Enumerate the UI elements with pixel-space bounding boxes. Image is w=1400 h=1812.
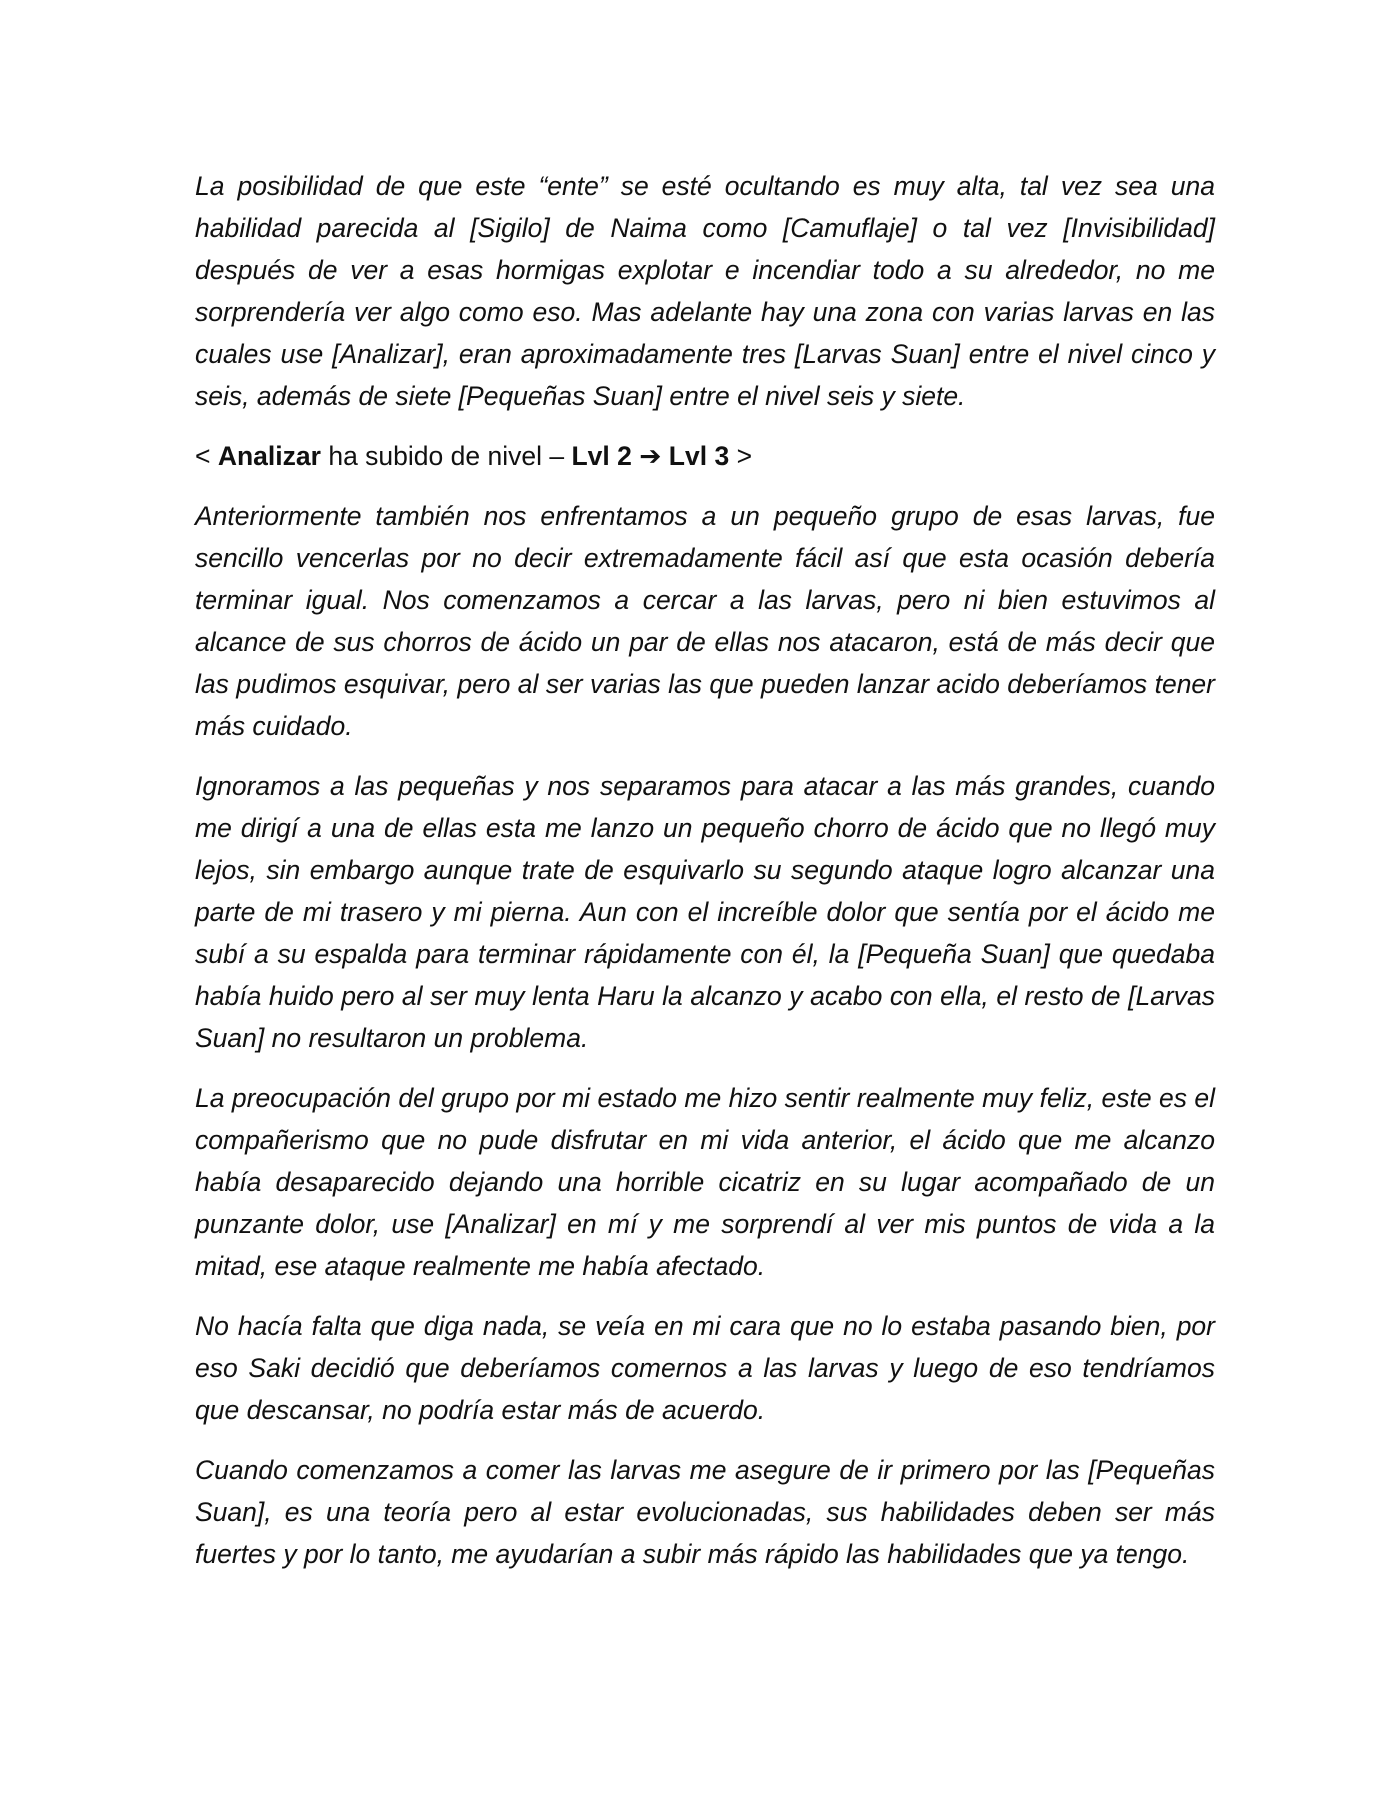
notice-message: ha subido de nivel – [328, 441, 565, 471]
arrow-right-icon: ➔ [639, 441, 662, 471]
notice-open-bracket: < [195, 441, 211, 471]
paragraph-1: La posibilidad de que este “ente” se esté ocultando es muy alta, tal vez sea una habilidad parecida al [Sigilo] de Naima como [Camuflaje] o tal vez [Invisibilidad] después de ver a esas hormigas explotar e incendiar todo a su alrededor, no me sorprendería ver algo como eso. Mas adelante hay una zona con varias larvas en las cuales use [Analizar], eran aproximadamente tres [Larvas Suan] entre el nivel cinco y seis, además de siete [Pequeñas Suan] entre el nivel seis y siete. [195, 171, 1215, 411]
document-body [195, 165, 1215, 1593]
paragraph-6: Cuando comenzamos a comer las larvas me asegure de ir primero por las [Pequeñas Suan], es una teoría pero al estar evolucionadas, sus habilidades deben ser más fuertes y por lo tanto, me ayudarían a subir más rápido las habilidades que ya tengo. [195, 1455, 1215, 1569]
notice-close-bracket: > [736, 441, 753, 471]
paragraph-2: Anteriormente también nos enfrentamos a un pequeño grupo de esas larvas, fue sencillo vencerlas por no decir extremadamente fácil así que esta ocasión debería terminar igual. Nos comenzamos a cercar a las larvas, pero ni bien estuvimos al alcance de sus chorros de ácido un par de ellas nos atacaron, está de más decir que las pudimos esquivar, pero al ser varias las que pueden lanzar acido deberíamos tener más cuidado. [195, 501, 1215, 741]
paragraph-5: No hacía falta que diga nada, se veía en mi cara que no lo estaba pasando bien, por eso Saki decidió que deberíamos comernos a las larvas y luego de eso tendríamos que descansar, no podría estar más de acuerdo. [195, 1311, 1215, 1425]
notice-from-level: Lvl 2 [571, 441, 632, 471]
skill-level-notice [195, 435, 1215, 477]
paragraph-4: La preocupación del grupo por mi estado me hizo sentir realmente muy feliz, este es el compañerismo que no pude disfrutar en mi vida anterior, el ácido que me alcanzo había desaparecido dejando una horrible cicatriz en su lugar acompañado de un punzante dolor, use [Analizar] en mí y me sorprendí al ver mis puntos de vida a la mitad, ese ataque realmente me había afectado. [195, 1083, 1215, 1281]
notice-skill-name: Analizar [217, 441, 321, 471]
paragraph-3: Ignoramos a las pequeñas y nos separamos para atacar a las más grandes, cuando me dirigí a una de ellas esta me lanzo un pequeño chorro de ácido que no llegó muy lejos, sin embargo aunque trate de esquivarlo su segundo ataque logro alcanzar una parte de mi trasero y mi pierna. Aun con el increíble dolor que sentía por el ácido me subí a su espalda para terminar rápidamente con él, la [Pequeña Suan] que quedaba había huido pero al ser muy lenta Haru la alcanzo y acabo con ella, el resto de [Larvas Suan] no resultaron un problema. [195, 771, 1215, 1053]
notice-to-level: Lvl 3 [668, 441, 730, 471]
